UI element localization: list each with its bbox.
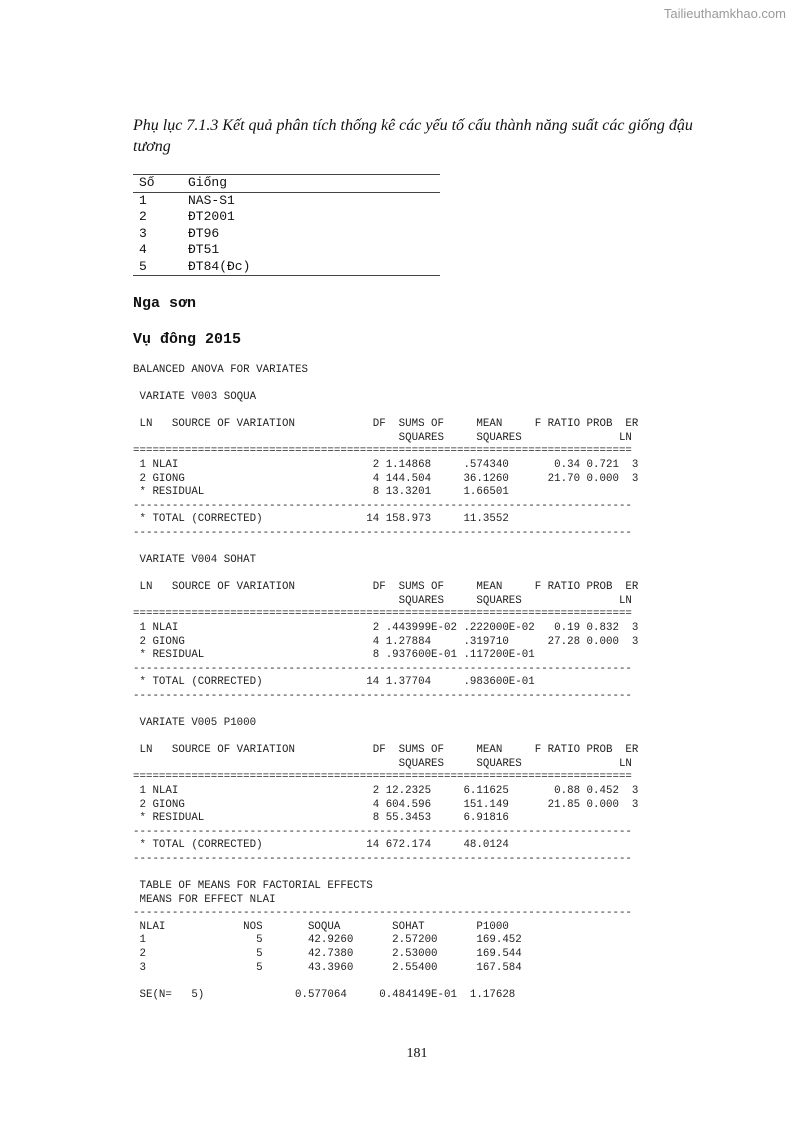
anova-v003-block: VARIATE V003 SOQUA LN SOURCE OF VARIATION DF SUMS OF MEAN F RATIO PROB ER SQUARES SQUARES LN ============================================================================= 1 NLAI 2 1.14868 .574340 0.34 0.721 3 2 GIONG 4 144.504 36.1260 21.70 0.000 3 * RESIDUAL 8 13.3201 1.66501 ----------------------------------------------------------------------------- * TOTAL (CORRECTED) 14 158.973 11.3552 ----------------------------------------------------------------------------- — [133, 391, 639, 539]
row-number: 1 — [139, 192, 147, 208]
location-heading: Nga sơn — [133, 295, 197, 312]
watermark: Tailieuthamkhao.com — [663, 6, 786, 21]
table-row — [133, 193, 440, 210]
header-so: Số — [139, 175, 155, 190]
anova-v005-block: VARIATE V005 P1000 LN SOURCE OF VARIATION DF SUMS OF MEAN F RATIO PROB ER SQUARES SQUARES LN ============================================================================= 1 NLAI 2 12.2325 6.11625 0.88 0.452 3 2 GIONG 4 604.596 151.149 21.85 0.000 3 * RESIDUAL 8 55.3453 6.91816 ----------------------------------------------------------------------------- * TOTAL (CORRECTED) 14 672.174 48.0124 ----------------------------------------------------------------------------- — [133, 717, 639, 865]
row-variety: ĐT51 — [188, 242, 220, 257]
header-giong: Giống — [188, 175, 228, 190]
row-variety: ĐT84(Đc) — [188, 258, 251, 274]
row-variety: NAS-S1 — [188, 192, 235, 208]
row-number: 5 — [139, 258, 147, 274]
row-number: 2 — [139, 209, 147, 224]
table-row — [133, 209, 440, 226]
means-table-block: TABLE OF MEANS FOR FACTORIAL EFFECTS MEANS FOR EFFECT NLAI ----------------------------------------------------------------------------- NLAI NOS SOQUA SOHAT P1000 1 5 42.9260 2.57200 169.452 2 5 42.7380 2.53000 169.544 3 5 43.3960 2.55400 167.584 SE(N= 5) 0.577064 0.484149E-01 1.17628 — [133, 880, 632, 1001]
row-number: 3 — [139, 225, 147, 241]
season-heading: Vụ đông 2015 — [133, 331, 242, 348]
row-number: 4 — [139, 242, 147, 257]
balanced-anova-heading: BALANCED ANOVA FOR VARIATES — [133, 364, 308, 376]
table-header-row — [133, 175, 440, 193]
anova-v004-block: VARIATE V004 SOHAT LN SOURCE OF VARIATION DF SUMS OF MEAN F RATIO PROB ER SQUARES SQUARES LN ============================================================================= 1 NLAI 2 .443999E-02 .222000E-02 0.19 0.832 3 2 GIONG 4 1.27884 .319710 27.28 0.000 3 * RESIDUAL 8 .937600E-01 .117200E-01 ----------------------------------------------------------------------------- * TOTAL (CORRECTED) 14 1.37704 .983600E-01 ----------------------------------------------------------------------------- — [133, 554, 639, 702]
table-row — [133, 242, 440, 259]
varieties-table — [133, 174, 440, 276]
appendix-title: Phụ lục 7.1.3 Kết quả phân tích thống kê các yếu tố cấu thành năng suất các giống đậu tương — [133, 117, 693, 155]
table-row — [133, 259, 440, 276]
page-number: 181 — [406, 1046, 428, 1061]
row-variety: ĐT96 — [188, 225, 220, 241]
row-variety: ĐT2001 — [188, 209, 235, 224]
table-row — [133, 226, 440, 243]
